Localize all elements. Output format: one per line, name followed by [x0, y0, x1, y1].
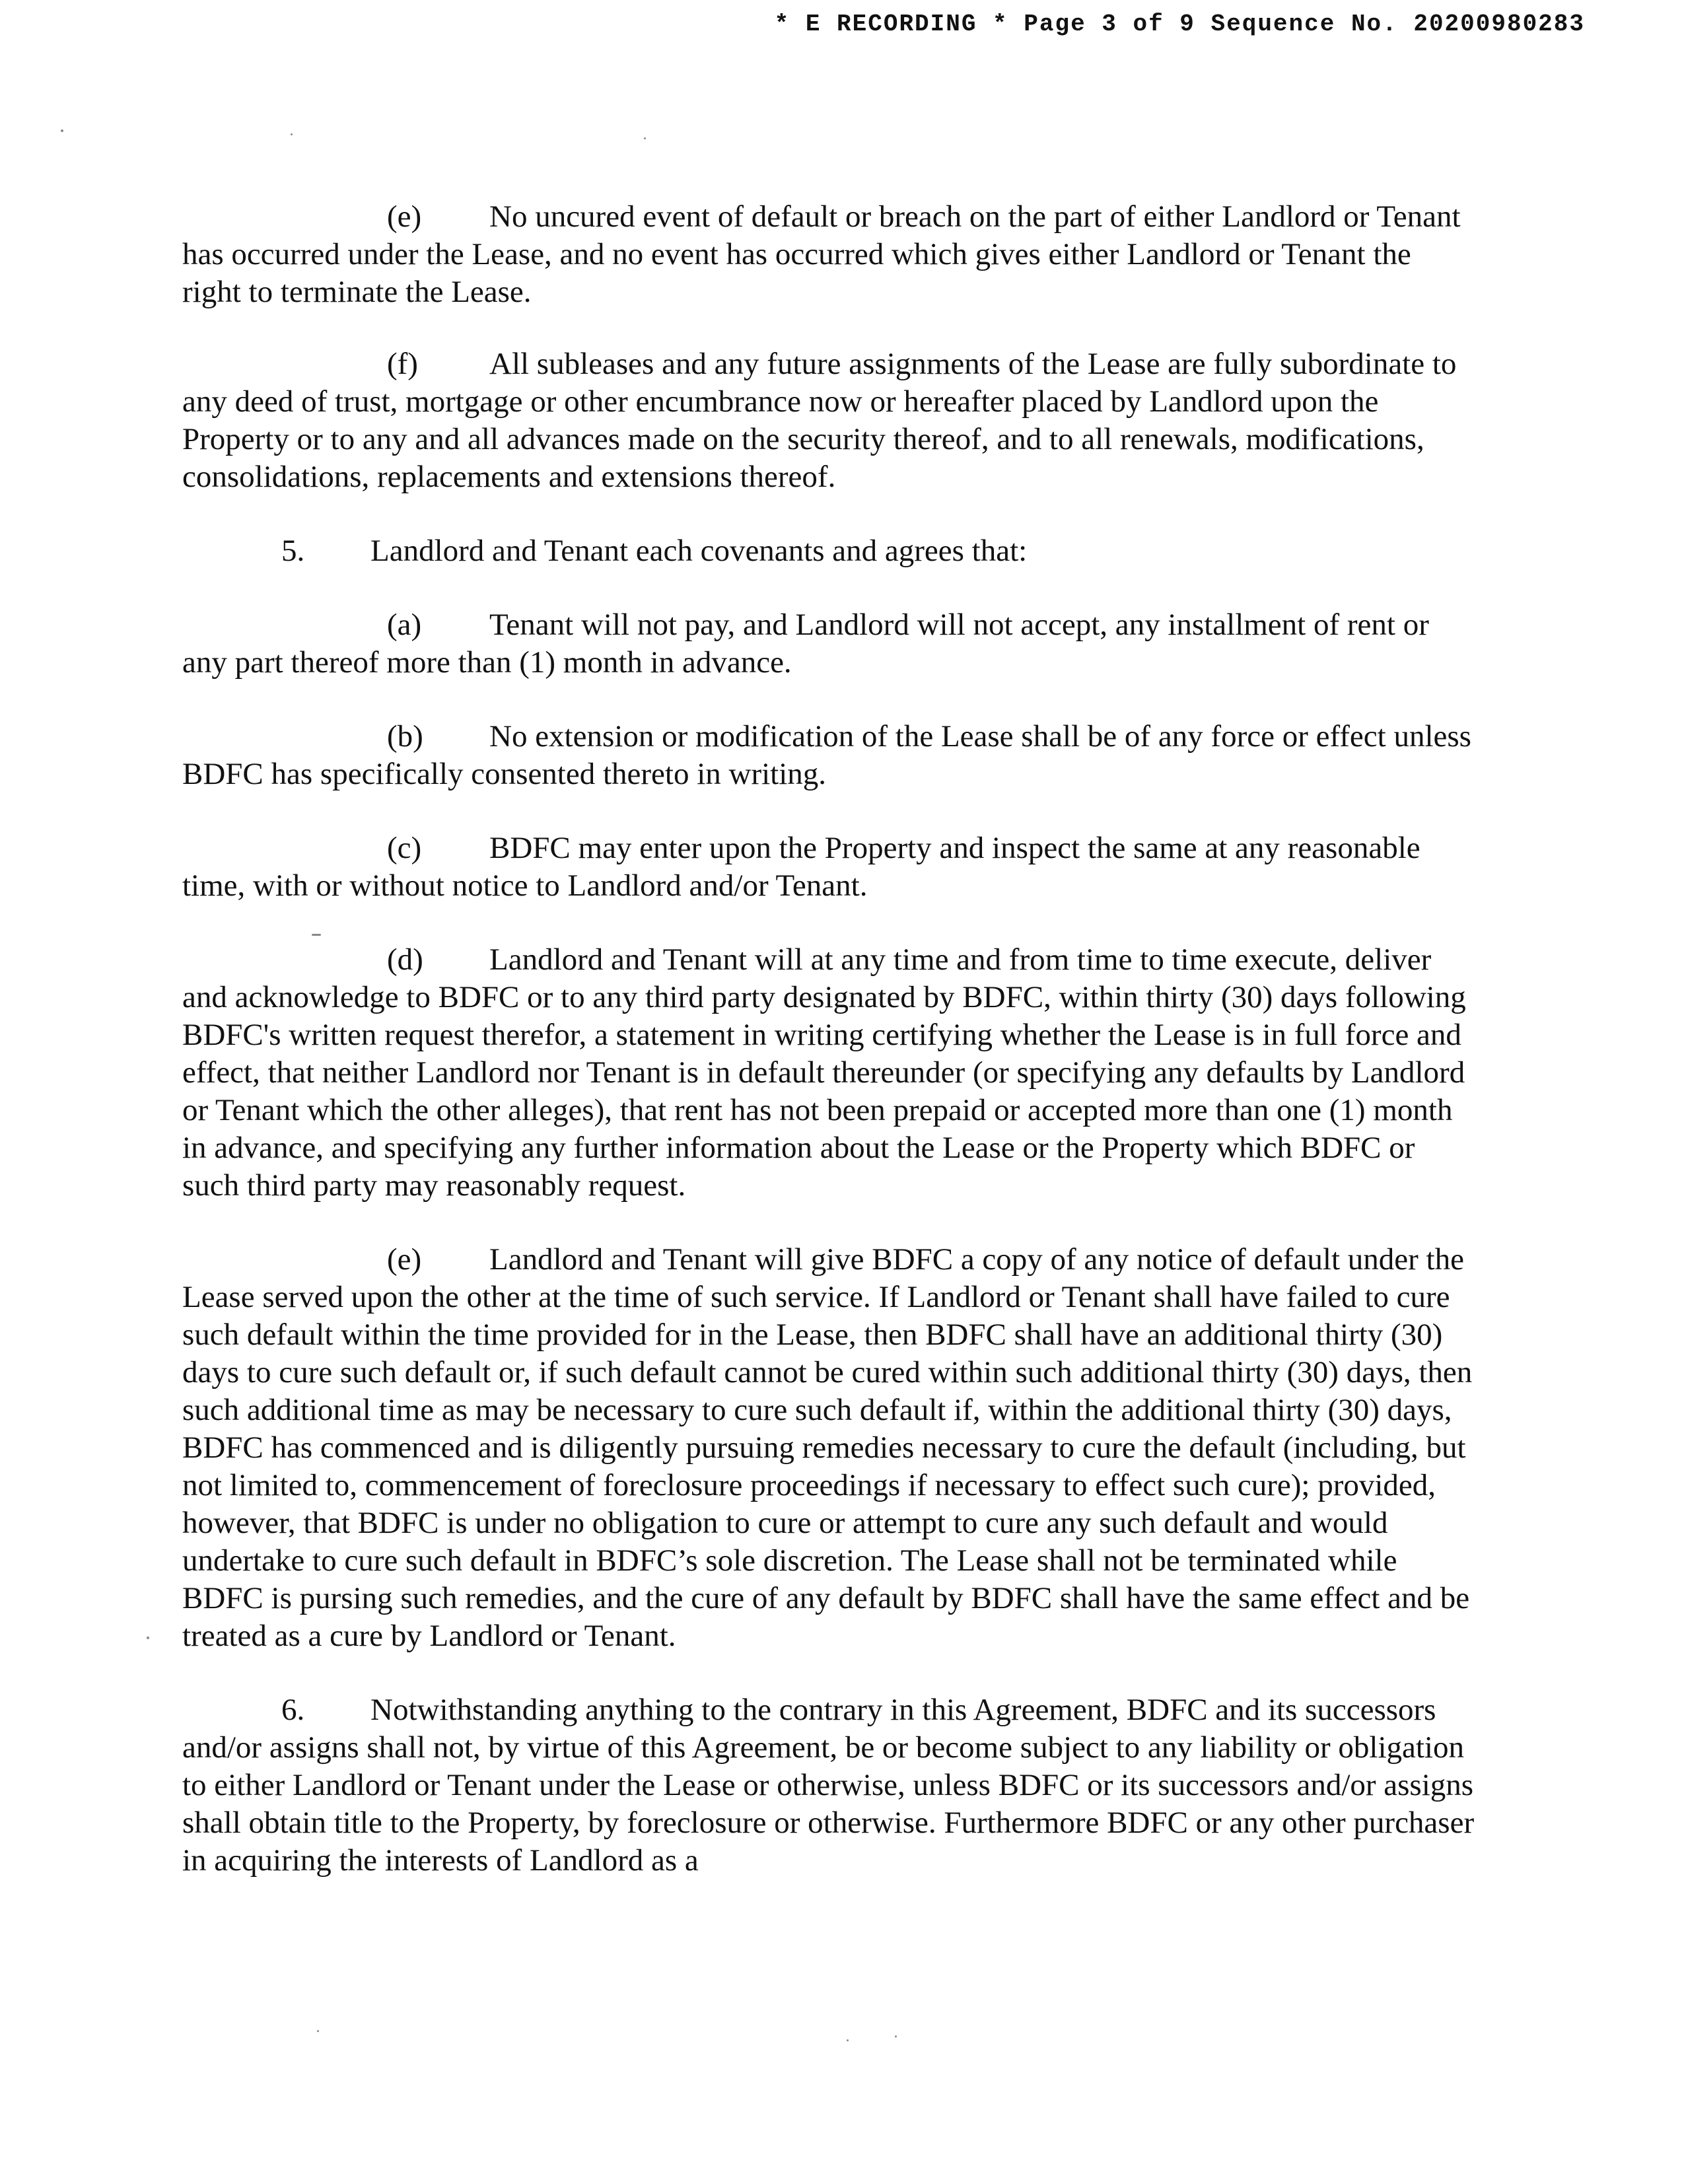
- paragraph-label: (e): [387, 199, 422, 234]
- recording-header: * E RECORDING * Page 3 of 9 Sequence No. 20200980283: [774, 11, 1585, 38]
- paragraph-4f: [182, 345, 1477, 496]
- section-text: Landlord and Tenant each covenants and agrees that:: [370, 534, 1028, 568]
- paragraph-4e: [182, 198, 1477, 311]
- scan-speck: [895, 2035, 897, 2037]
- scan-speck: [61, 129, 63, 132]
- paragraph-label: (b): [387, 719, 423, 754]
- section-number: 6.: [281, 1693, 305, 1727]
- section-number: 5.: [281, 534, 305, 568]
- document-body: [182, 198, 1477, 1916]
- paragraph-5d: [182, 941, 1477, 1205]
- paragraph-label: (a): [387, 608, 422, 642]
- paragraph-text: All subleases and any future assignments of the Lease are fully subordinate to any deed of trust, mortgage or other encumbrance now or hereafter placed by Landlord upon the Property or to any and all advances made on the security thereof, and to all renewals, modifications, consolidations, replacements and extensions thereof.: [182, 347, 1457, 494]
- scan-speck: [291, 133, 293, 135]
- paragraph-text: Landlord and Tenant will at any time and from time to time execute, deliver and acknowledge to BDFC or to any third party designated by BDFC, within thirty (30) days following BDFC's written request therefor, a statement in writing certifying whether the Lease is in full force and effect, that neither Landlord nor Tenant is in default thereunder (or specifying any defaults by Landlord or Tenant which the other alleges), that rent has not been prepaid or accepted more than one (1) month in advance, and specifying any further information about the Lease or the Property which BDFC or such third party may reasonably request.: [182, 942, 1466, 1203]
- paragraph-label: (d): [387, 942, 423, 977]
- paragraph-label: (e): [387, 1242, 422, 1277]
- paragraph-label: (f): [387, 347, 418, 381]
- scan-speck: [312, 934, 321, 936]
- paragraph-label: (c): [387, 831, 422, 865]
- scan-speck: [644, 137, 646, 139]
- section-text: Notwithstanding anything to the contrary in this Agreement, BDFC and its successors and/or assigns shall not, by virtue of this Agreement, be or become subject to any liability or obligation to either Landlord or Tenant under the Lease or otherwise, unless BDFC or its successors and/or assigns shall obtain title to the Property, by foreclosure or otherwise. Furthermore BDFC or any other purchaser in acquiring the interests of Landlord as a: [182, 1693, 1475, 1878]
- paragraph-5a: [182, 606, 1477, 682]
- section-6: [182, 1691, 1477, 1880]
- scan-speck: [147, 1637, 149, 1639]
- paragraph-text: BDFC may enter upon the Property and inspect the same at any reasonable time, with or without notice to Landlord and/or Tenant.: [182, 831, 1421, 903]
- paragraph-5e: [182, 1241, 1477, 1655]
- paragraph-5c: [182, 829, 1477, 905]
- paragraph-text: Tenant will not pay, and Landlord will not accept, any installment of rent or any part thereof more than (1) month in advance.: [182, 608, 1429, 680]
- paragraph-5b: [182, 718, 1477, 793]
- paragraph-text: No uncured event of default or breach on the part of either Landlord or Tenant has occurred under the Lease, and no event has occurred which gives either Landlord or Tenant the right to terminate the Lease.: [182, 199, 1461, 309]
- section-5: [182, 532, 1477, 570]
- paragraph-text: No extension or modification of the Lease shall be of any force or effect unless BDFC has specifically consented thereto in writing.: [182, 719, 1471, 791]
- scan-speck: [317, 2030, 319, 2032]
- scan-speck: [847, 2039, 849, 2041]
- paragraph-text: Landlord and Tenant will give BDFC a copy of any notice of default under the Lease served upon the other at the time of such service. If Landlord or Tenant shall have failed to cure such default within the time provided for in the Lease, then BDFC shall have an additional thirty (30) days to cure such default or, if such default cannot be cured within such additional thirty (30) days, then such additional time as may be necessary to cure such default if, within the additional thirty (30) days, BDFC has commenced and is diligently pursuing remedies necessary to cure the default (including, but not limited to, commencement of foreclosure proceedings if necessary to effect such cure); provided, however, that BDFC is under no obligation to cure or attempt to cure any such default and would undertake to cure such default in BDFC’s sole discretion. The Lease shall not be terminated while BDFC is pursing such remedies, and the cure of any default by BDFC shall have the same effect and be treated as a cure by Landlord or Tenant.: [182, 1242, 1473, 1653]
